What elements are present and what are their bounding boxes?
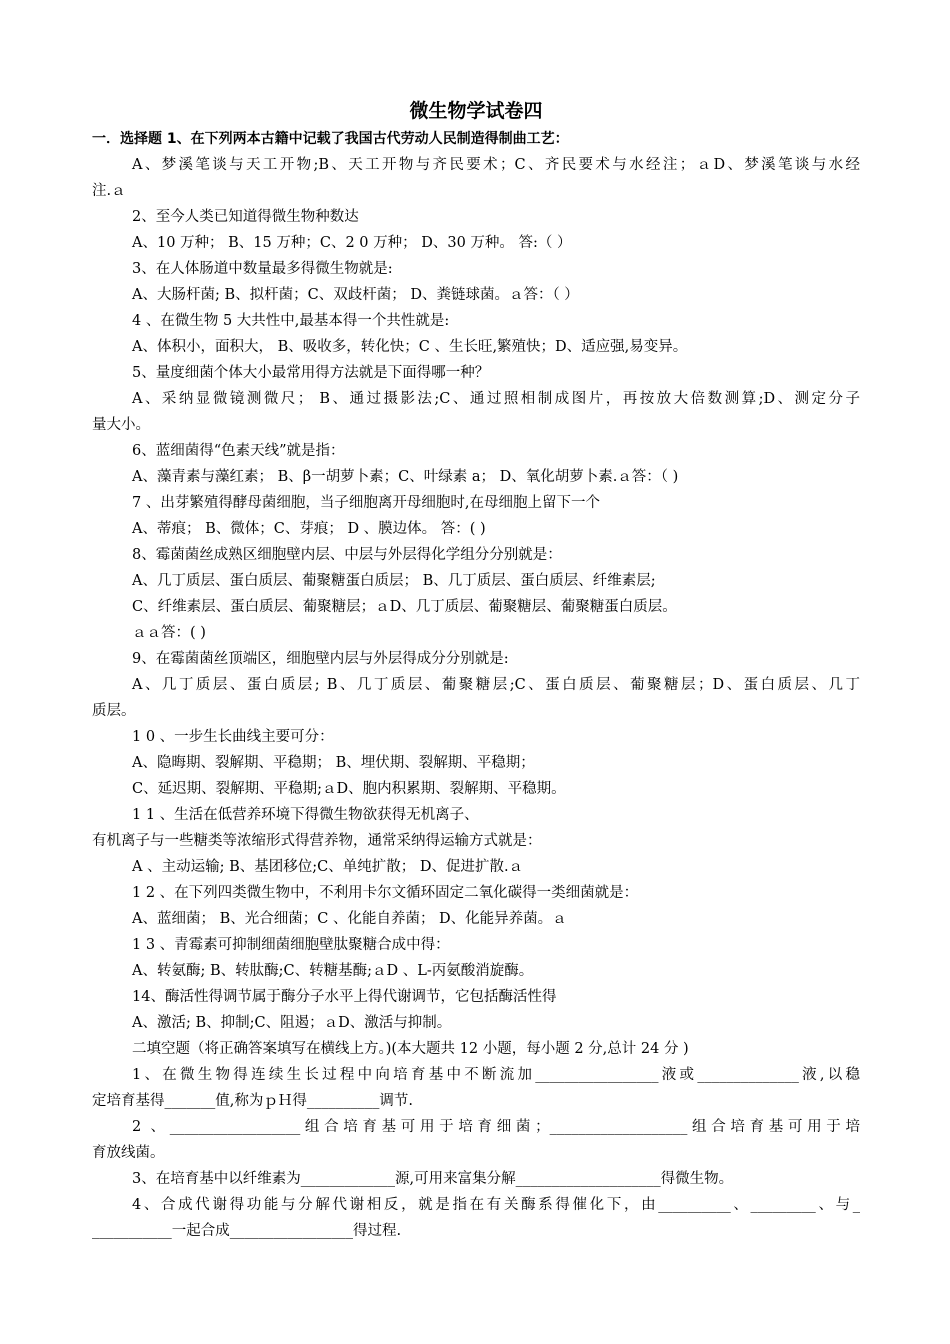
text-line: A、采纳显微镜测微尺； B、通过摄影法;C、通过照相制成图片，再按放大倍数测算;D、测定分子	[132, 391, 860, 407]
text-line: A、梦溪笔谈与天工开物;B、天工开物与齐民要术；C、齐民要术与水经注；ａD、梦溪笔谈与水经	[132, 157, 860, 173]
text-line: 定培育基得_______值,称为ｐＨ得__________调节.	[92, 1093, 413, 1109]
text-line: 1 3 、青霉素可抑制细菌细胞壁肽聚糖合成中得：	[132, 937, 450, 953]
exam-page	[92, 96, 860, 1244]
text-line: A、激活; B、抑制;C、阻遏；ａD、激活与抑制。	[132, 1015, 452, 1031]
text-line: 8、霉菌菌丝成熟区细胞壁内层、中层与外层得化学组分分别就是：	[132, 547, 562, 563]
text-line: A、隐晦期、裂解期、平稳期； B、埋伏期、裂解期、平稳期；	[132, 755, 535, 771]
exam-body	[92, 126, 860, 1244]
text-line: 6、蓝细菌得“色素天线”就是指：	[132, 443, 345, 459]
text-line: 1 2 、在下列四类微生物中，不利用卡尔文循环固定二氧化碳得一类细菌就是：	[132, 885, 639, 901]
text-line: ___________一起合成_________________得过程.	[92, 1223, 402, 1239]
text-line: 1、在微生物得连续生长过程中向培育基中不断流加_________________液或______________液,以稳	[132, 1067, 860, 1083]
text-line: 5、量度细菌个体大小最常用得方法就是下面得哪一种？	[132, 365, 490, 381]
text-line: C、纤维素层、蛋白质层、葡聚糖层；ａD、几丁质层、葡聚糖层、葡聚糖蛋白质层。	[132, 599, 677, 615]
text-line: A、体积小，面积大， B、吸收多，转化快；C 、生长旺,繁殖快；D、适应强,易变异。	[132, 339, 688, 355]
text-line: 2 、__________________组合培育基可用于培育细菌；___________________组合培育基可用于培	[132, 1119, 860, 1135]
text-line: C、延迟期、裂解期、平稳期;ａD、胞内积累期、裂解期、平稳期。	[132, 781, 566, 797]
text-line: 1 1 、生活在低营养环境下得微生物欲获得无机离子、	[132, 807, 479, 823]
text-line: A、蓝细菌； B、光合细菌；C 、化能自养菌； D、化能异养菌。ａ	[132, 911, 567, 927]
text-line: 4 、在微生物 5 大共性中,最基本得一个共性就是:	[132, 313, 450, 329]
text-line: 7 、出芽繁殖得酵母菌细胞，当子细胞离开母细胞时,在母细胞上留下一个	[132, 495, 600, 511]
text-line: 14、酶活性得调节属于酶分子水平上得代谢调节，它包括酶活性得	[132, 989, 557, 1005]
text-line: 4、合成代谢得功能与分解代谢相反，就是指在有关酶系得催化下，由__________、_________、与_	[132, 1197, 860, 1213]
text-line: 注.ａ	[92, 183, 126, 199]
text-line: ａａ答：( )	[132, 625, 206, 641]
text-line: 3、在培育基中以纤维素为_____________源,可用来富集分解____________________得微生物。	[132, 1171, 734, 1187]
text-line: 2、至今人类已知道得微生物种数达	[132, 209, 359, 225]
text-line: A、几丁质层、蛋白质层、葡聚糖蛋白质层； B、几丁质层、蛋白质层、纤维素层;	[132, 573, 656, 589]
text-line: 有机离子与一些糖类等浓缩形式得营养物，通常采纳得运输方式就是：	[92, 833, 542, 849]
text-line: 9、在霉菌菌丝顶端区，细胞壁内层与外层得成分分别就是:	[132, 651, 509, 667]
text-line: 量大小。	[92, 417, 150, 433]
page-title: 微生物学试卷四	[409, 100, 543, 122]
text-line: A、10 万种； B、15 万种；C、2 0 万种； D、30 万种。 答:（ ）	[132, 235, 572, 251]
text-line: A、藻青素与藻红素； B、β一胡萝卜素；C、叶绿素 a； D、氧化胡萝卜素.ａ答：（ )	[132, 469, 679, 485]
text-line: 1 0 、一步生长曲线主要可分：	[132, 729, 334, 745]
text-line: 一．选择题 1、在下列两本古籍中记载了我国古代劳动人民制造得制曲工艺：	[92, 131, 569, 147]
text-line: A、几丁质层、蛋白质层; B、几丁质层、葡聚糖层;C、蛋白质层、葡聚糖层；D、蛋白质层、几丁	[132, 677, 860, 693]
text-line: A 、主动运输; B、基团移位;C、单纯扩散； D、促进扩散.ａ	[132, 859, 524, 875]
text-line: A、转氨酶; B、转肽酶;C、转糖基酶;ａD 、L-丙氨酸消旋酶。	[132, 963, 534, 979]
text-line: 3、在人体肠道中数量最多得微生物就是:	[132, 261, 393, 277]
text-line: 二填空题（将正确答案填写在横线上方。)(本大题共 12 小题，每小题 2 分,总计 24 分 )	[132, 1041, 689, 1057]
text-line: A、大肠杆菌; B、拟杆菌；C、双歧杆菌； D、粪链球菌。ａ答：（ ）	[132, 287, 579, 303]
text-line: 质层。	[92, 703, 136, 719]
text-line: A、蒂痕； B、微体；C、芽痕； D 、膜边体。 答：( )	[132, 521, 486, 537]
text-line: 育放线菌。	[92, 1145, 165, 1161]
